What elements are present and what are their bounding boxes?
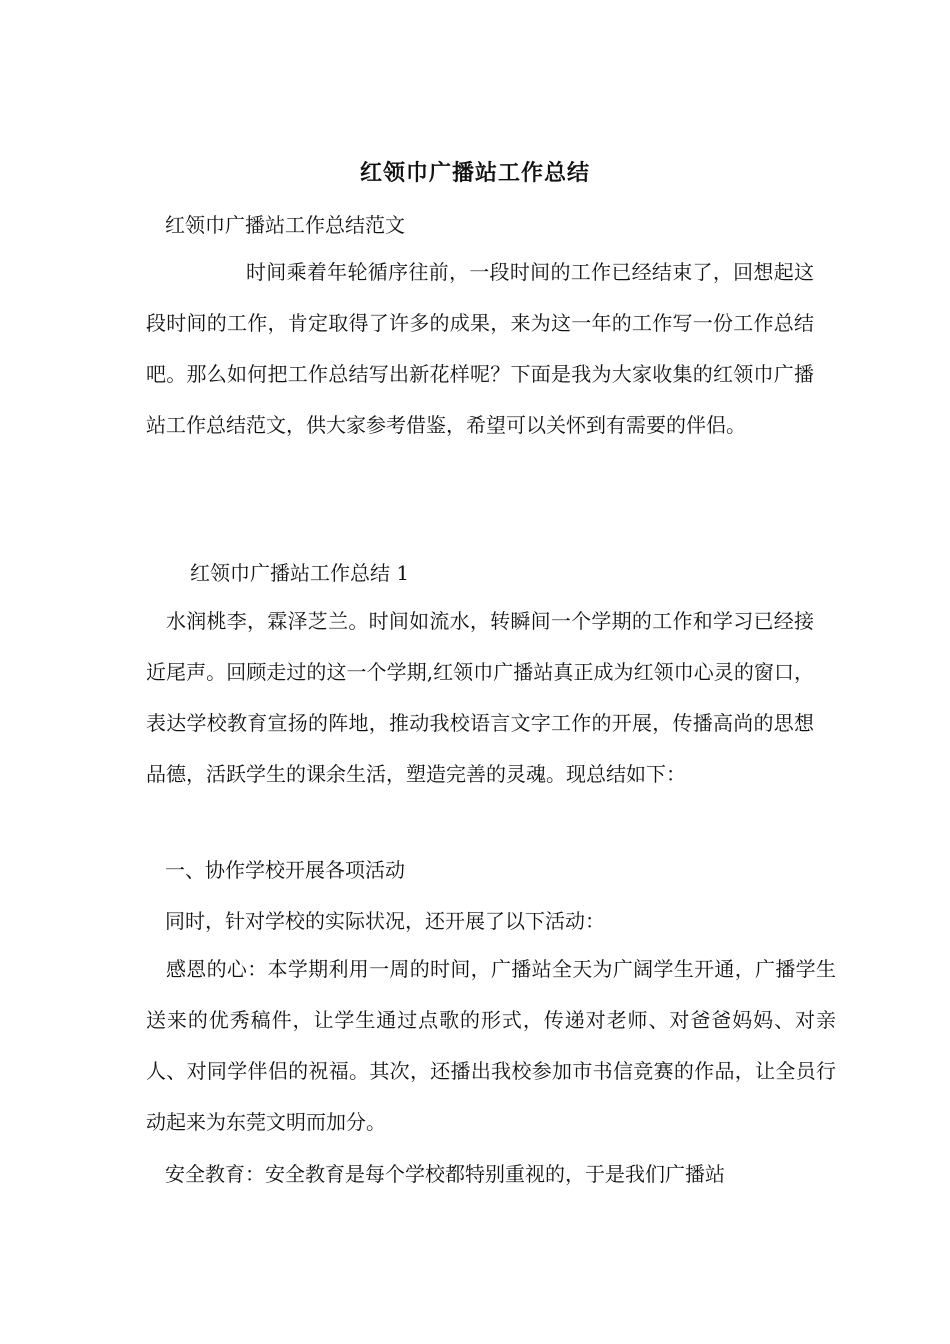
intro-paragraph: 时间乘着年轮循序往前，一段时间的工作已经结束了，回想起这段时间的工作，肯定取得了许多的成果，来为这一年的工作写一份工作总结吧。那么如何把工作总结写出新花样呢？下面是我为大家收集的红领巾广播站工作总结范文，供大家参考借鉴，希望可以关怀到有需要的伴侣。 <box>146 260 814 437</box>
item-1-heading: 一、协作学校开展各项活动 <box>165 858 405 882</box>
item-1-paragraph-1: 同时，针对学校的实际状况，还开展了以下活动： <box>165 909 605 933</box>
document-subtitle: 红领巾广播站工作总结范文 <box>165 213 405 237</box>
item-1-paragraph-3: 安全教育：安全教育是每个学校都特别重视的，于是我们广播站 <box>165 1162 725 1186</box>
section-heading-1: 红领巾广播站工作总结 1 <box>190 561 410 585</box>
item-1-paragraph-2: 感恩的心：本学期利用一周的时间，广播站全天为广阔学生开通，广播学生送来的优秀稿件，让学生通过点歌的形式，传递对老师、对爸爸妈妈、对亲人、对同学伴侣的祝福。其次，还播出我校参加市书信竞赛的作品，让全员行动起来为东莞文明而加分。 <box>146 957 836 1134</box>
document-title: 红领巾广播站工作总结 <box>359 160 590 186</box>
section-1-paragraph: 水润桃李，霖泽芝兰。时间如流水，转瞬间一个学期的工作和学习已经接近尾声。回顾走过的这一个学期,红领巾广播站真正成为红领巾心灵的窗口，表达学校教育宣扬的阵地，推动我校语言文字工作的开展，传播高尚的思想品德，活跃学生的课余生活，塑造完善的灵魂。现总结如下： <box>146 609 814 786</box>
